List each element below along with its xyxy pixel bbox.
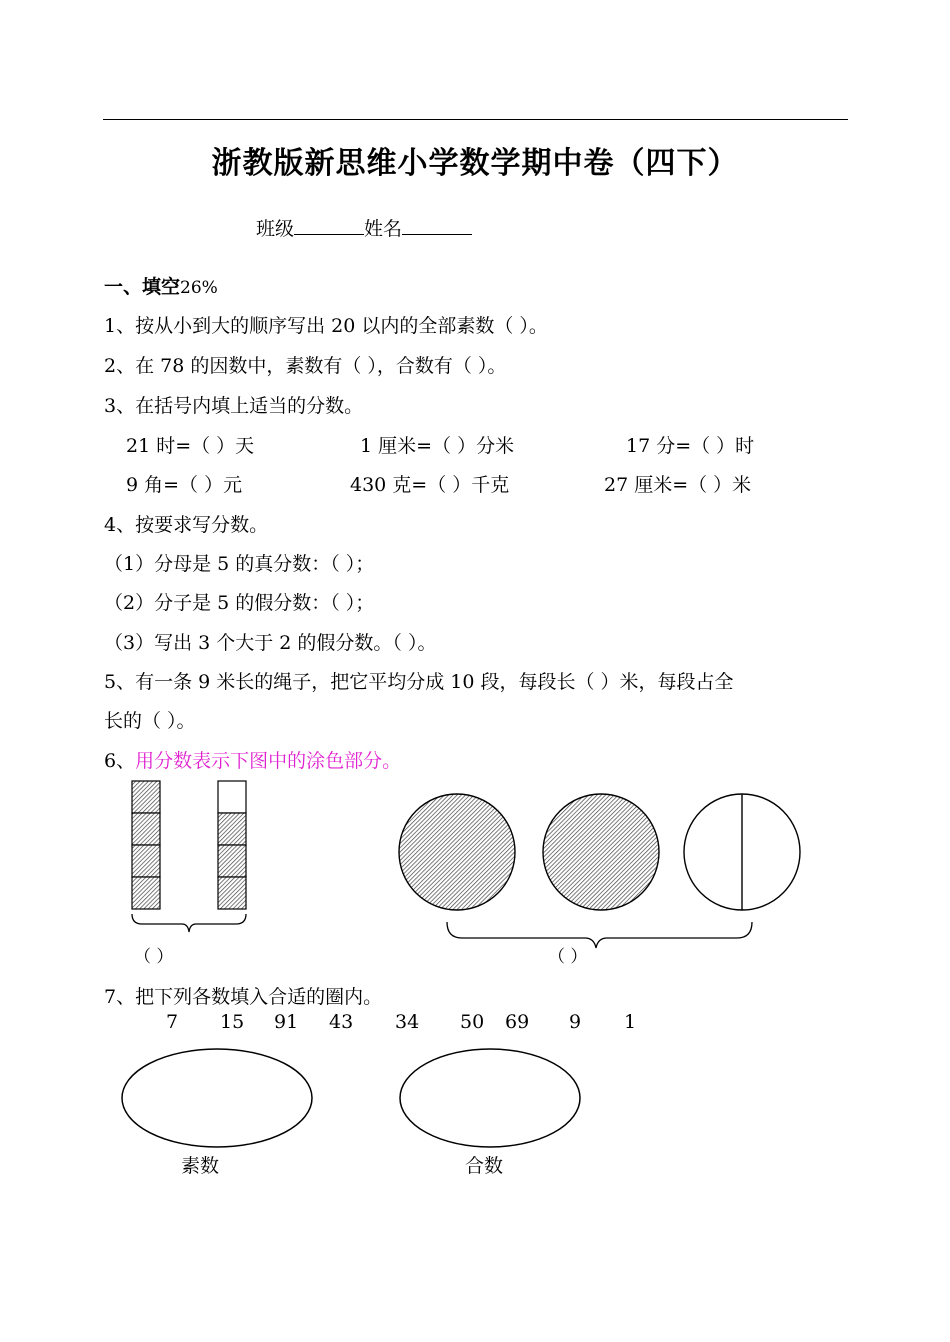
q3-item-5: 430 克=（ ）千克 — [350, 474, 510, 496]
class-label: 班级 — [256, 218, 295, 240]
q7-number: 69 — [505, 1011, 530, 1033]
question-3: 3、在括号内填上适当的分数。 — [104, 395, 364, 417]
strip-right — [218, 781, 246, 909]
q3-item-3: 17 分=（ ）时 — [626, 435, 755, 457]
prime-oval — [122, 1049, 312, 1147]
question-1: 1、按从小到大的顺序写出 20 以内的全部素数（ ）。 — [104, 315, 548, 337]
name-label: 姓名 — [364, 218, 403, 240]
composite-oval — [400, 1049, 580, 1147]
circle-shaded-1 — [399, 794, 515, 910]
section-percent: 26% — [180, 278, 218, 298]
question-7: 7、把下列各数填入合适的圈内。 — [104, 986, 383, 1008]
q6-answer-right[interactable]: （ ） — [548, 947, 588, 967]
q3-item-4: 9 角=（ ）元 — [126, 474, 243, 496]
question-5-line-2: 长的（ ）。 — [104, 710, 196, 732]
question-2: 2、在 78 的因数中，素数有（ ），合数有（ ）。 — [104, 355, 507, 377]
q3-item-2: 1 厘米=（ ）分米 — [360, 435, 515, 457]
q7-number: 15 — [220, 1011, 245, 1033]
q7-number: 50 — [460, 1011, 485, 1033]
circle-shaded-2 — [543, 794, 659, 910]
section-heading-text: 一、填空 — [104, 276, 181, 298]
page-title: 浙教版新思维小学数学期中卷（四下） — [211, 146, 739, 181]
q4-item-2: （2）分子是 5 的假分数：（ ）； — [104, 592, 375, 614]
brace-right — [447, 922, 752, 948]
q7-number: 7 — [166, 1011, 179, 1033]
q3-item-1: 21 时=（ ）天 — [126, 435, 255, 457]
q4-item-3: （3）写出 3 个大于 2 的假分数。（ ）。 — [104, 632, 437, 654]
q7-number: 91 — [274, 1011, 299, 1033]
q4-item-1: （1）分母是 5 的真分数：（ ）； — [104, 553, 375, 575]
q7-number: 1 — [624, 1011, 637, 1033]
q7-number: 34 — [395, 1011, 420, 1033]
prime-label: 素数 — [181, 1155, 220, 1177]
question-5-line-1: 5、有一条 9 米长的绳子，把它平均分成 10 段，每段长（ ）米，每段占全 — [104, 671, 734, 693]
composite-label: 合数 — [465, 1155, 504, 1177]
question-4: 4、按要求写分数。 — [104, 514, 269, 536]
q6-answer-left[interactable]: （ ） — [134, 947, 174, 967]
q6-text: 用分数表示下图中的涂色部分。 — [135, 750, 402, 772]
strip-left — [132, 781, 160, 909]
q6-number: 6、 — [104, 750, 136, 772]
q3-item-6: 27 厘米=（ ）米 — [604, 474, 752, 496]
q7-number: 43 — [329, 1011, 354, 1033]
brace-left — [132, 914, 246, 932]
q7-number: 9 — [569, 1011, 582, 1033]
